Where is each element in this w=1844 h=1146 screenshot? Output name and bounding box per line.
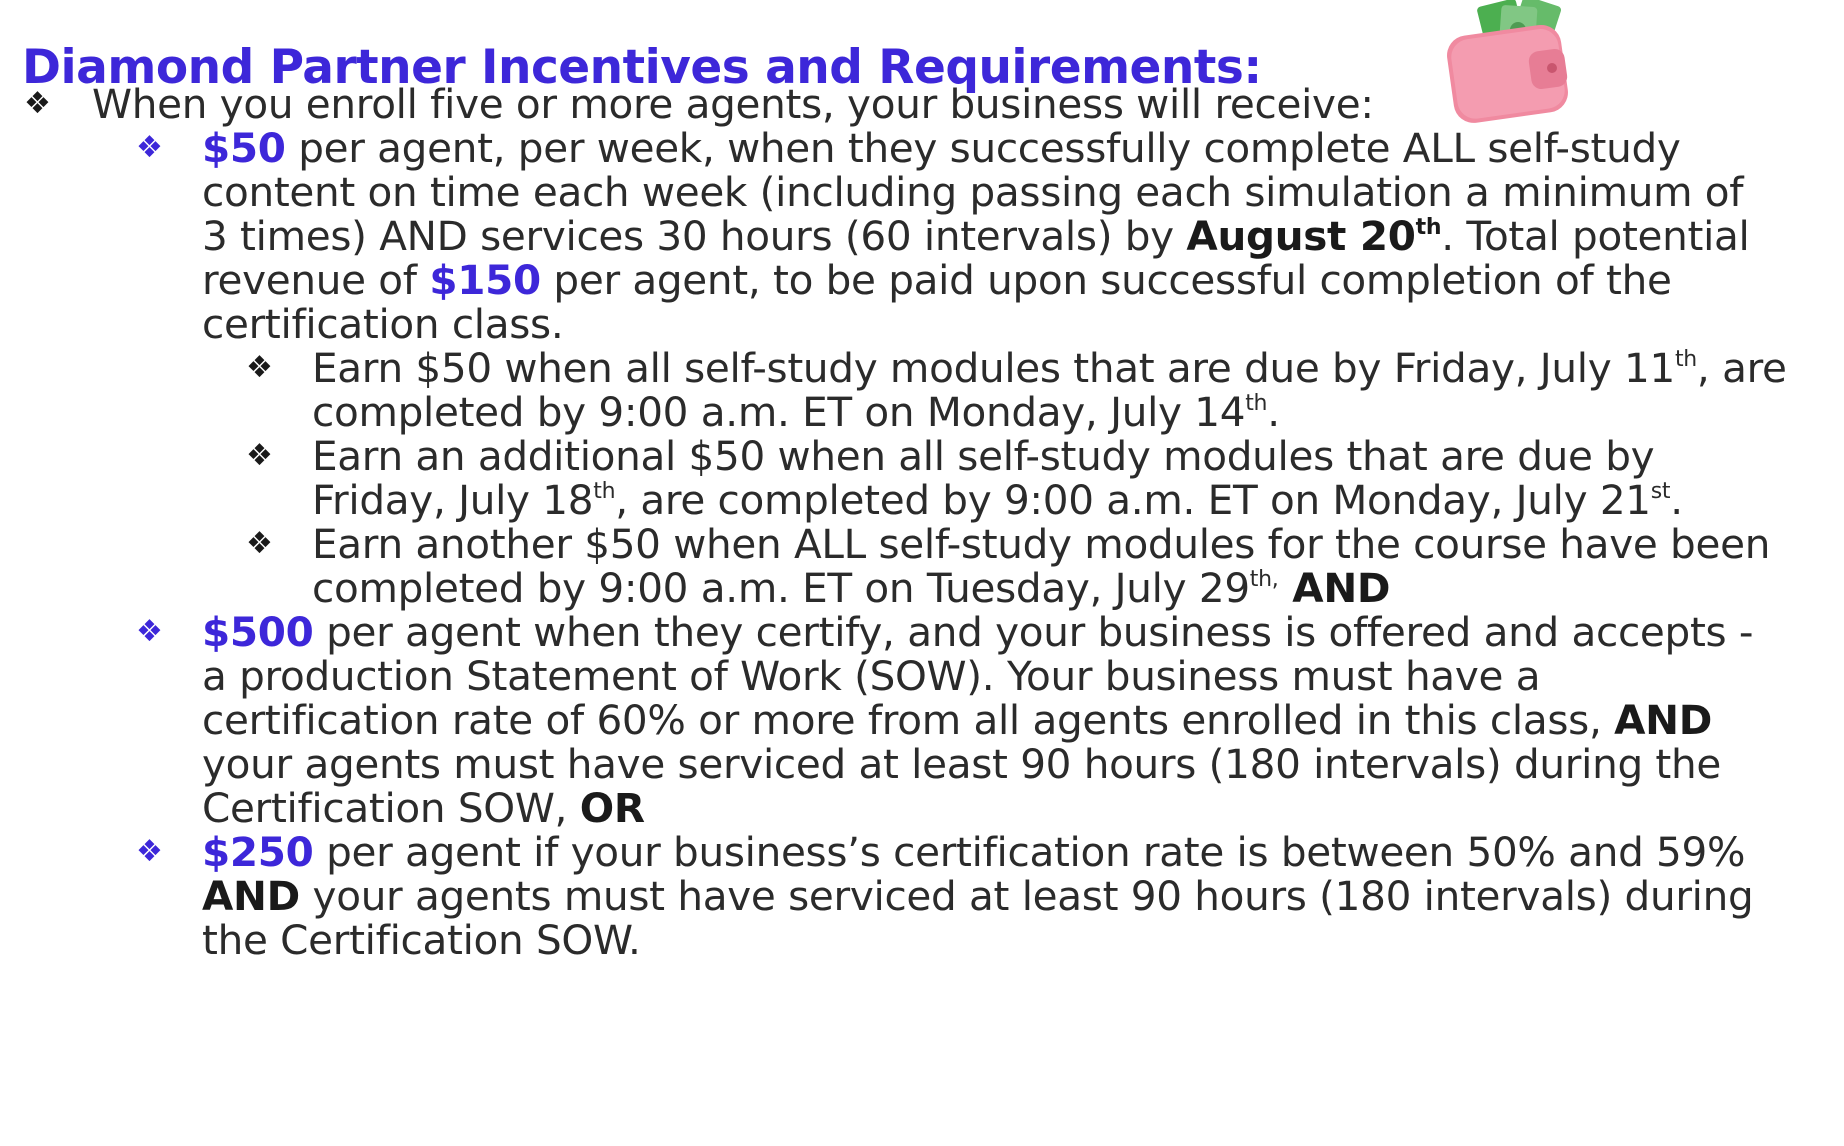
- item2-line2: a production Statement of Work (SOW). Your business must have a: [202, 652, 1541, 700]
- bullet-glyph: ❖: [136, 834, 163, 869]
- bullet-glyph: ❖: [246, 350, 273, 385]
- bullet-glyph: ❖: [24, 86, 51, 121]
- item2-line5: Certification SOW, OR: [202, 784, 645, 832]
- bullet-glyph: ❖: [246, 438, 273, 473]
- sub1-line1: Earn $50 when all self-study modules that are due by Friday, July 11th, are: [312, 344, 1787, 392]
- item3-line3: the Certification SOW.: [202, 916, 641, 964]
- item2-line3: certification rate of 60% or more from all agents enrolled in this class, AND: [202, 696, 1713, 744]
- page-title: Diamond Partner Incentives and Requirements:: [22, 40, 1262, 95]
- sub3-line2: completed by 9:00 a.m. ET on Tuesday, July $29^{th,}$ AND: [312, 564, 1391, 612]
- item1-line1: $50 per agent, per week, when they successfully complete ALL self-study: [202, 124, 1681, 172]
- amount-50: $50: [202, 124, 286, 172]
- item1-line5: certification class.: [202, 300, 564, 348]
- item3-line1: $250 per agent if your business’s certification rate is between 50% and 59%: [202, 828, 1746, 876]
- item2-line4: your agents must have serviced at least 90 hours (180 intervals) during the: [202, 740, 1721, 788]
- item1-line4: revenue of $150 per agent, to be paid upon successful completion of the: [202, 256, 1672, 304]
- sub3-line1: Earn another $50 when ALL self-study modules for the course have been: [312, 520, 1771, 568]
- intro-text: When you enroll five or more agents, your business will receive:: [92, 80, 1374, 128]
- item3-line2: AND your agents must have serviced at least 90 hours (180 intervals) during: [202, 872, 1754, 920]
- sub2-line2: Friday, July 18th, are completed by 9:00 a.m. ET on Monday, July 21st.: [312, 476, 1683, 524]
- amount-250: $250: [202, 828, 314, 876]
- bullet-glyph: ❖: [136, 130, 163, 165]
- item2-line1: $500 per agent when they certify, and your business is offered and accepts -: [202, 608, 1754, 656]
- amount-500: $500: [202, 608, 314, 656]
- amount-150: $150: [429, 256, 541, 304]
- item1-line2: content on time each week (including passing each simulation a minimum of: [202, 168, 1744, 216]
- sub1-line2: completed by 9:00 a.m. ET on Monday, July 14th.: [312, 388, 1280, 436]
- bullet-glyph: ❖: [136, 614, 163, 649]
- bullet-glyph: ❖: [246, 526, 273, 561]
- sub2-line1: Earn an additional $50 when all self-study modules that are due by: [312, 432, 1655, 480]
- item1-line3: 3 times) AND services 30 hours (60 intervals) by August 20th. Total potential: [202, 212, 1750, 260]
- wallet-with-money-icon: [1440, 0, 1590, 125]
